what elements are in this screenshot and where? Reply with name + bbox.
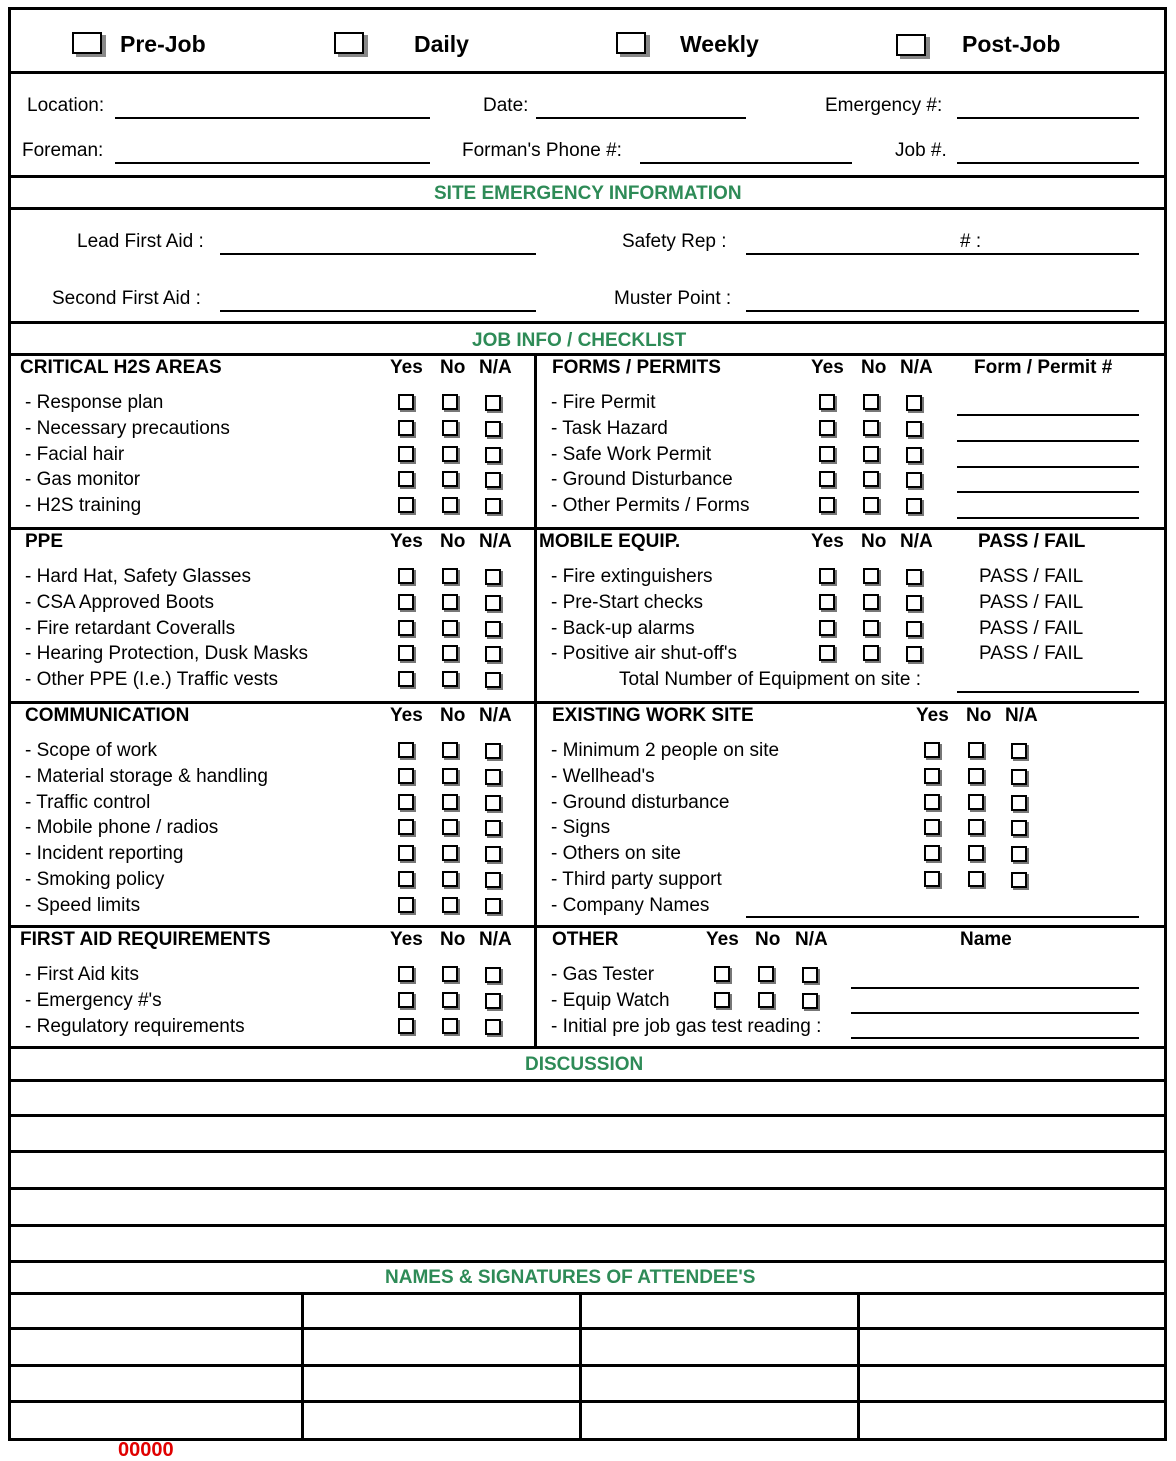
col-na: N/A <box>479 357 512 378</box>
first-aid-no-checkbox[interactable] <box>442 992 458 1008</box>
col-no: No <box>440 929 466 950</box>
other-item: - Equip Watch <box>551 990 670 1011</box>
divider <box>8 1260 1167 1263</box>
comm-item: - Traffic control <box>25 792 151 813</box>
col-no: No <box>440 531 466 552</box>
col-no: No <box>755 929 781 950</box>
gas-test-reading-field[interactable] <box>851 1037 1139 1039</box>
h2s-yes-checkbox[interactable] <box>398 446 414 462</box>
forms-item: - Safe Work Permit <box>551 444 712 465</box>
divider <box>8 207 1167 210</box>
comm-yes-checkbox[interactable] <box>398 768 414 784</box>
col-no: No <box>966 705 992 726</box>
comm-no-checkbox[interactable] <box>442 794 458 810</box>
comm-item: - Speed limits <box>25 895 141 916</box>
total-equipment-label: Total Number of Equipment on site : <box>619 669 922 690</box>
comm-na-checkbox[interactable] <box>485 846 501 862</box>
muster-point-field[interactable] <box>746 310 1139 312</box>
comm-item: - Mobile phone / radios <box>25 817 219 838</box>
worksite-yes-checkbox[interactable] <box>924 871 940 887</box>
foreman-phone-field[interactable] <box>640 162 852 164</box>
ppe-item: - Fire retardant Coveralls <box>25 618 236 639</box>
weekly-label: Weekly <box>680 31 759 57</box>
mobile-equip-title: MOBILE EQUIP. <box>539 531 681 552</box>
form-permit-number-header: Form / Permit # <box>974 357 1113 378</box>
worksite-na-checkbox[interactable] <box>1011 846 1027 862</box>
col-yes: Yes <box>390 929 423 950</box>
mobile-no-checkbox[interactable] <box>863 568 879 584</box>
col-na: N/A <box>479 705 512 726</box>
col-yes: Yes <box>916 705 949 726</box>
safety-rep-label: Safety Rep : <box>622 231 727 252</box>
date-field[interactable] <box>536 117 746 119</box>
divider <box>8 175 1167 178</box>
ppe-no-checkbox[interactable] <box>442 620 458 636</box>
col-na: N/A <box>900 357 933 378</box>
mobile-yes-checkbox[interactable] <box>819 645 835 661</box>
divider <box>8 1292 1167 1295</box>
ppe-item: - Hearing Protection, Dusk Masks <box>25 643 308 664</box>
forms-yes-checkbox[interactable] <box>819 497 835 513</box>
col-na: N/A <box>795 929 828 950</box>
h2s-no-checkbox[interactable] <box>442 394 458 410</box>
discussion-line[interactable] <box>8 1114 1167 1117</box>
mobile-yes-checkbox[interactable] <box>819 594 835 610</box>
outer-border-top <box>8 7 1167 10</box>
worksite-item: - Signs <box>551 817 611 838</box>
other-na-checkbox[interactable] <box>802 967 818 983</box>
col-na: N/A <box>900 531 933 552</box>
comm-yes-checkbox[interactable] <box>398 794 414 810</box>
other-item: - Gas Tester <box>551 964 655 985</box>
divider <box>8 321 1167 324</box>
ppe-na-checkbox[interactable] <box>485 595 501 611</box>
comm-no-checkbox[interactable] <box>442 819 458 835</box>
foreman-field[interactable] <box>115 162 430 164</box>
ppe-yes-checkbox[interactable] <box>398 645 414 661</box>
other-na-checkbox[interactable] <box>802 993 818 1009</box>
col-no: No <box>861 531 887 552</box>
comm-na-checkbox[interactable] <box>485 743 501 759</box>
h2s-no-checkbox[interactable] <box>442 497 458 513</box>
safety-rep-field[interactable] <box>746 253 1139 255</box>
other-name-field[interactable] <box>851 987 1139 989</box>
ppe-na-checkbox[interactable] <box>485 672 501 688</box>
col-no: No <box>440 357 466 378</box>
location-label: Location: <box>27 95 105 116</box>
forms-item: - Ground Disturbance <box>551 469 733 490</box>
ppe-yes-checkbox[interactable] <box>398 620 414 636</box>
attendee-column-divider <box>857 1292 860 1438</box>
ppe-yes-checkbox[interactable] <box>398 594 414 610</box>
pass-fail-option[interactable]: PASS / FAIL <box>979 643 1084 664</box>
forms-na-checkbox[interactable] <box>906 421 922 437</box>
form-permit-number-field[interactable] <box>957 440 1139 442</box>
forms-no-checkbox[interactable] <box>863 471 879 487</box>
comm-yes-checkbox[interactable] <box>398 742 414 758</box>
comm-no-checkbox[interactable] <box>442 871 458 887</box>
mobile-na-checkbox[interactable] <box>906 595 922 611</box>
foreman-label: Foreman: <box>22 140 104 161</box>
comm-na-checkbox[interactable] <box>485 898 501 914</box>
ppe-title: PPE <box>25 531 64 552</box>
mobile-item: - Fire extinguishers <box>551 566 713 587</box>
h2s-item: - Necessary precautions <box>25 418 230 439</box>
lead-first-aid-field[interactable] <box>220 253 536 255</box>
ppe-item: - Other PPE (I.e.) Traffic vests <box>25 669 279 690</box>
ppe-no-checkbox[interactable] <box>442 671 458 687</box>
h2s-yes-checkbox[interactable] <box>398 420 414 436</box>
job-number-label: Job #. <box>895 140 947 161</box>
mobile-yes-checkbox[interactable] <box>819 620 835 636</box>
comm-no-checkbox[interactable] <box>442 742 458 758</box>
col-no: No <box>861 357 887 378</box>
comm-no-checkbox[interactable] <box>442 768 458 784</box>
pass-fail-header: PASS / FAIL <box>978 531 1086 552</box>
forms-na-checkbox[interactable] <box>906 498 922 514</box>
first-aid-item: - Emergency #'s <box>25 990 162 1011</box>
comm-item: - Smoking policy <box>25 869 165 890</box>
other-yes-checkbox[interactable] <box>714 992 730 1008</box>
comm-na-checkbox[interactable] <box>485 872 501 888</box>
worksite-yes-checkbox[interactable] <box>924 794 940 810</box>
h2s-na-checkbox[interactable] <box>485 395 501 411</box>
ppe-yes-checkbox[interactable] <box>398 671 414 687</box>
comm-yes-checkbox[interactable] <box>398 819 414 835</box>
comm-na-checkbox[interactable] <box>485 820 501 836</box>
mobile-item: - Back-up alarms <box>551 618 695 639</box>
divider <box>8 925 1167 928</box>
weekly-checkbox[interactable] <box>616 32 646 54</box>
worksite-yes-checkbox[interactable] <box>924 819 940 835</box>
post-job-checkbox[interactable] <box>896 34 926 56</box>
mobile-item: - Pre-Start checks <box>551 592 704 613</box>
comm-yes-checkbox[interactable] <box>398 897 414 913</box>
worksite-item: - Wellhead's <box>551 766 655 787</box>
worksite-na-checkbox[interactable] <box>1011 769 1027 785</box>
worksite-na-checkbox[interactable] <box>1011 820 1027 836</box>
mobile-yes-checkbox[interactable] <box>819 568 835 584</box>
first-aid-na-checkbox[interactable] <box>485 967 501 983</box>
forms-title: FORMS / PERMITS <box>552 357 721 378</box>
pass-fail-option[interactable]: PASS / FAIL <box>979 618 1084 639</box>
h2s-item: - H2S training <box>25 495 142 516</box>
ppe-na-checkbox[interactable] <box>485 569 501 585</box>
outer-border-bottom <box>8 1438 1167 1441</box>
col-na: N/A <box>479 929 512 950</box>
h2s-yes-checkbox[interactable] <box>398 497 414 513</box>
worksite-item: - Company Names <box>551 895 710 916</box>
mobile-item: - Positive air shut-off's <box>551 643 737 664</box>
forms-item: - Other Permits / Forms <box>551 495 750 516</box>
h2s-item: - Gas monitor <box>25 469 141 490</box>
col-no: No <box>440 705 466 726</box>
col-yes: Yes <box>811 357 844 378</box>
forms-no-checkbox[interactable] <box>863 394 879 410</box>
mobile-no-checkbox[interactable] <box>863 594 879 610</box>
divider <box>8 71 1167 74</box>
h2s-na-checkbox[interactable] <box>485 472 501 488</box>
other-no-checkbox[interactable] <box>758 992 774 1008</box>
first-aid-na-checkbox[interactable] <box>485 993 501 1009</box>
worksite-title: EXISTING WORK SITE <box>552 705 754 726</box>
h2s-title: CRITICAL H2S AREAS <box>20 357 222 378</box>
form-permit-number-field[interactable] <box>957 414 1139 416</box>
ppe-no-checkbox[interactable] <box>442 645 458 661</box>
divider <box>8 1046 1167 1049</box>
forms-item: - Fire Permit <box>551 392 656 413</box>
forms-na-checkbox[interactable] <box>906 472 922 488</box>
first-aid-no-checkbox[interactable] <box>442 966 458 982</box>
second-first-aid-label: Second First Aid : <box>52 288 201 309</box>
forms-na-checkbox[interactable] <box>906 395 922 411</box>
company-names-field[interactable] <box>746 916 1139 918</box>
forms-yes-checkbox[interactable] <box>819 394 835 410</box>
worksite-item: - Minimum 2 people on site <box>551 740 780 761</box>
mobile-na-checkbox[interactable] <box>906 621 922 637</box>
muster-point-label: Muster Point : <box>614 288 732 309</box>
ppe-na-checkbox[interactable] <box>485 621 501 637</box>
col-na: N/A <box>1005 705 1038 726</box>
comm-item: - Material storage & handling <box>25 766 268 787</box>
h2s-item: - Facial hair <box>25 444 125 465</box>
h2s-item: - Response plan <box>25 392 164 413</box>
first-aid-na-checkbox[interactable] <box>485 1019 501 1035</box>
worksite-no-checkbox[interactable] <box>968 871 984 887</box>
first-aid-title: FIRST AID REQUIREMENTS <box>20 929 271 950</box>
ppe-item: - CSA Approved Boots <box>25 592 215 613</box>
job-number-field[interactable] <box>957 162 1139 164</box>
form-serial-number: 00000 <box>118 1439 174 1461</box>
pre-job-checkbox[interactable] <box>72 32 102 54</box>
divider <box>8 353 1167 356</box>
post-job-label: Post-Job <box>962 31 1061 57</box>
pass-fail-option[interactable]: PASS / FAIL <box>979 566 1084 587</box>
pre-job-label: Pre-Job <box>120 31 206 57</box>
attendee-row-line <box>8 1327 1167 1330</box>
second-first-aid-field[interactable] <box>220 310 536 312</box>
worksite-na-checkbox[interactable] <box>1011 795 1027 811</box>
communication-title: COMMUNICATION <box>25 705 190 726</box>
worksite-yes-checkbox[interactable] <box>924 768 940 784</box>
comm-no-checkbox[interactable] <box>442 897 458 913</box>
other-no-checkbox[interactable] <box>758 966 774 982</box>
lead-first-aid-label: Lead First Aid : <box>77 231 204 252</box>
forms-yes-checkbox[interactable] <box>819 446 835 462</box>
h2s-no-checkbox[interactable] <box>442 420 458 436</box>
worksite-na-checkbox[interactable] <box>1011 872 1027 888</box>
worksite-no-checkbox[interactable] <box>968 819 984 835</box>
h2s-yes-checkbox[interactable] <box>398 471 414 487</box>
first-aid-yes-checkbox[interactable] <box>398 966 414 982</box>
other-item: - Initial pre job gas test reading : <box>551 1016 822 1037</box>
attendee-row-line <box>8 1364 1167 1367</box>
ppe-na-checkbox[interactable] <box>485 646 501 662</box>
discussion-line[interactable] <box>8 1187 1167 1190</box>
h2s-na-checkbox[interactable] <box>485 447 501 463</box>
forms-yes-checkbox[interactable] <box>819 420 835 436</box>
mobile-na-checkbox[interactable] <box>906 646 922 662</box>
attendee-column-divider <box>579 1292 582 1438</box>
forms-no-checkbox[interactable] <box>863 420 879 436</box>
attendee-row-line <box>8 1400 1167 1403</box>
first-aid-item: - Regulatory requirements <box>25 1016 245 1037</box>
discussion-line[interactable] <box>8 1224 1167 1227</box>
forms-yes-checkbox[interactable] <box>819 471 835 487</box>
comm-na-checkbox[interactable] <box>485 795 501 811</box>
worksite-item: - Ground disturbance <box>551 792 730 813</box>
emergency-number-label: Emergency #: <box>825 95 943 116</box>
worksite-no-checkbox[interactable] <box>968 845 984 861</box>
comm-item: - Incident reporting <box>25 843 184 864</box>
form-permit-number-field[interactable] <box>957 517 1139 519</box>
worksite-no-checkbox[interactable] <box>968 768 984 784</box>
comm-no-checkbox[interactable] <box>442 845 458 861</box>
ppe-yes-checkbox[interactable] <box>398 568 414 584</box>
comm-yes-checkbox[interactable] <box>398 845 414 861</box>
h2s-na-checkbox[interactable] <box>485 498 501 514</box>
comm-yes-checkbox[interactable] <box>398 871 414 887</box>
divider <box>8 527 1167 530</box>
first-aid-item: - First Aid kits <box>25 964 140 985</box>
divider <box>8 1079 1167 1082</box>
daily-checkbox[interactable] <box>334 32 364 54</box>
job-info-heading: JOB INFO / CHECKLIST <box>472 330 687 351</box>
attendees-heading: NAMES & SIGNATURES OF ATTENDEE'S <box>385 1267 756 1288</box>
first-aid-no-checkbox[interactable] <box>442 1018 458 1034</box>
discussion-heading: DISCUSSION <box>525 1054 644 1075</box>
worksite-item: - Third party support <box>551 869 722 890</box>
h2s-na-checkbox[interactable] <box>485 421 501 437</box>
foreman-phone-label: Forman's Phone #: <box>462 140 622 161</box>
discussion-line[interactable] <box>8 1150 1167 1153</box>
worksite-no-checkbox[interactable] <box>968 742 984 758</box>
col-yes: Yes <box>390 531 423 552</box>
total-equipment-field[interactable] <box>957 691 1139 693</box>
worksite-yes-checkbox[interactable] <box>924 742 940 758</box>
other-title: OTHER <box>552 929 619 950</box>
ppe-no-checkbox[interactable] <box>442 568 458 584</box>
h2s-no-checkbox[interactable] <box>442 446 458 462</box>
divider <box>8 701 1167 704</box>
ppe-no-checkbox[interactable] <box>442 594 458 610</box>
attendee-column-divider <box>301 1292 304 1438</box>
worksite-no-checkbox[interactable] <box>968 794 984 810</box>
forms-no-checkbox[interactable] <box>863 497 879 513</box>
col-yes: Yes <box>390 357 423 378</box>
form-permit-number-field[interactable] <box>957 491 1139 493</box>
first-aid-yes-checkbox[interactable] <box>398 992 414 1008</box>
col-yes: Yes <box>811 531 844 552</box>
worksite-na-checkbox[interactable] <box>1011 743 1027 759</box>
worksite-yes-checkbox[interactable] <box>924 845 940 861</box>
other-yes-checkbox[interactable] <box>714 966 730 982</box>
mobile-no-checkbox[interactable] <box>863 620 879 636</box>
safety-rep-phone-label: # : <box>960 231 982 252</box>
forms-item: - Task Hazard <box>551 418 668 439</box>
col-na: N/A <box>479 531 512 552</box>
form-permit-number-field[interactable] <box>957 466 1139 468</box>
col-yes: Yes <box>390 705 423 726</box>
forms-no-checkbox[interactable] <box>863 446 879 462</box>
mobile-no-checkbox[interactable] <box>863 645 879 661</box>
ppe-item: - Hard Hat, Safety Glasses <box>25 566 251 587</box>
site-emergency-heading: SITE EMERGENCY INFORMATION <box>434 183 742 204</box>
first-aid-yes-checkbox[interactable] <box>398 1018 414 1034</box>
daily-label: Daily <box>414 31 469 57</box>
forms-na-checkbox[interactable] <box>906 447 922 463</box>
date-label: Date: <box>483 95 529 116</box>
comm-item: - Scope of work <box>25 740 157 761</box>
worksite-item: - Others on site <box>551 843 681 864</box>
other-name-header: Name <box>960 929 1012 950</box>
pass-fail-option[interactable]: PASS / FAIL <box>979 592 1084 613</box>
comm-na-checkbox[interactable] <box>485 769 501 785</box>
col-yes: Yes <box>706 929 739 950</box>
mobile-na-checkbox[interactable] <box>906 569 922 585</box>
h2s-yes-checkbox[interactable] <box>398 394 414 410</box>
h2s-no-checkbox[interactable] <box>442 471 458 487</box>
other-name-field[interactable] <box>851 1012 1139 1014</box>
emergency-number-field[interactable] <box>957 117 1139 119</box>
location-field[interactable] <box>115 117 430 119</box>
